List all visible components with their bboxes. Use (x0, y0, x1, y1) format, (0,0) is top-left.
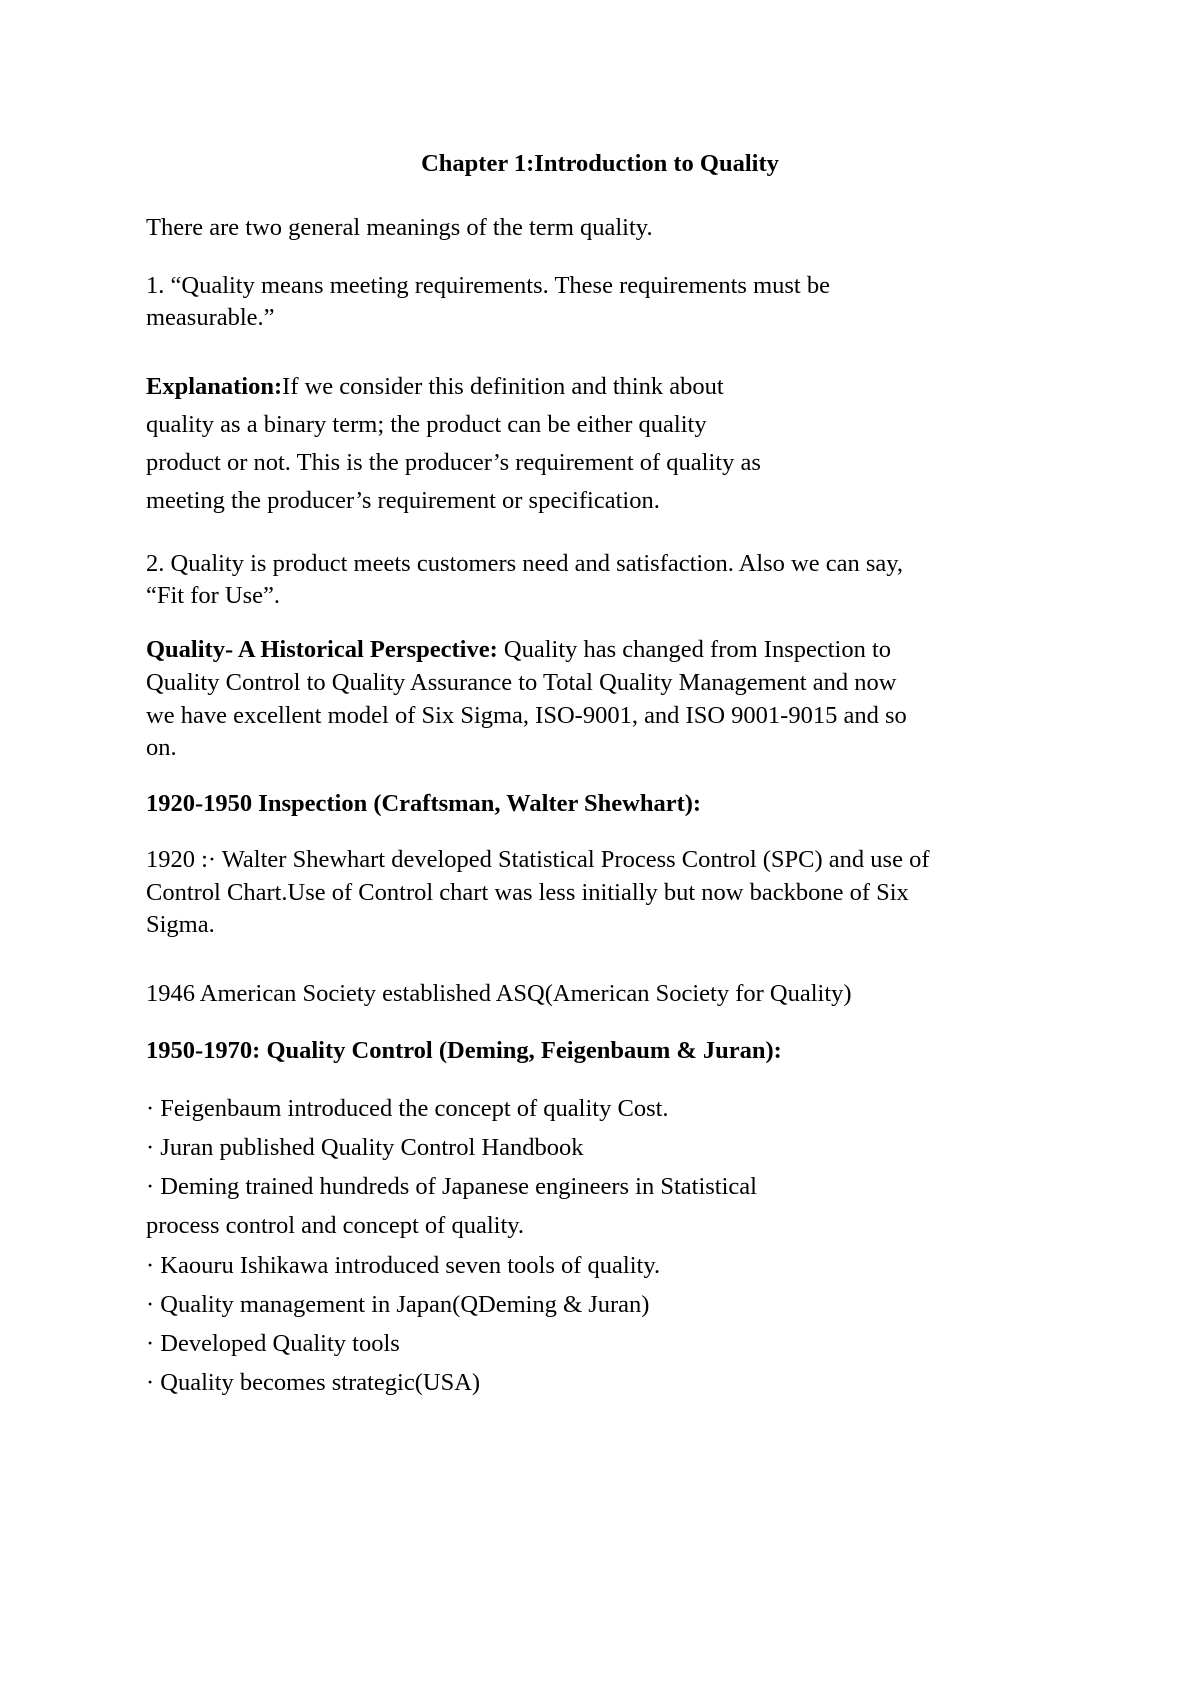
intro-text: There are two general meanings of the term quality. (146, 214, 653, 241)
historical-text: Quality has changed from Inspection to (497, 636, 892, 663)
list-item: process control and concept of quality. (146, 1212, 525, 1239)
list-item: · Quality management in Japan(QDeming & Juran) (146, 1291, 650, 1318)
explanation-text: If we consider this definition and think about (282, 373, 724, 400)
list-item: · Feigenbaum introduced the concept of quality Cost. (146, 1095, 669, 1122)
section-1950-heading-text: 1950-1970: Quality Control (Deming, Feigenbaum & Juran): (146, 1037, 782, 1064)
page-title: Chapter 1:Introduction to Quality (421, 150, 779, 177)
section-1950-heading (146, 1035, 782, 1067)
explanation-line4: meeting the producer’s requirement or specification. (146, 487, 660, 514)
explanation-label: Explanation: (146, 373, 283, 400)
section-1920-para2: 1946 American Society established ASQ(American Society for Quality) (146, 980, 852, 1007)
explanation-line1 (146, 371, 724, 403)
section-1920-heading (146, 788, 701, 820)
historical-line4: on. (146, 734, 177, 761)
historical-label: Quality- A Historical Perspective: (146, 636, 498, 663)
list-item: · Juran published Quality Control Handbook (146, 1134, 584, 1161)
explanation-line3: product or not. This is the producer’s requirement of quality as (146, 449, 761, 476)
list-item: · Kaouru Ishikawa introduced seven tools of quality. (146, 1252, 661, 1279)
meaning2-line1: 2. Quality is product meets customers need and satisfaction. Also we can say, (146, 550, 904, 577)
list-item: · Deming trained hundreds of Japanese engineers in Statistical (146, 1173, 757, 1200)
list-item: · Developed Quality tools (146, 1330, 400, 1357)
section-1920-para1-line3: Sigma. (146, 911, 215, 938)
list-item: · Quality becomes strategic(USA) (146, 1369, 481, 1396)
section-1920-para1-line1: 1920 :· Walter Shewhart developed Statistical Process Control (SPC) and use of (146, 846, 930, 873)
section-1920-heading-text: 1920-1950 Inspection (Craftsman, Walter Shewhart): (146, 790, 702, 817)
meaning2-line2: “Fit for Use”. (146, 582, 281, 609)
meaning1-line2: measurable.” (146, 304, 275, 331)
historical-line2: Quality Control to Quality Assurance to Total Quality Management and now (146, 669, 897, 696)
meaning1-line1: 1. “Quality means meeting requirements. These requirements must be (146, 272, 830, 299)
historical-line1 (146, 634, 891, 666)
section-1920-para1-line2: Control Chart.Use of Control chart was less initially but now backbone of Six (146, 879, 909, 906)
explanation-line2: quality as a binary term; the product can be either quality (146, 411, 707, 438)
historical-line3: we have excellent model of Six Sigma, ISO-9001, and ISO 9001-9015 and so (146, 702, 907, 729)
